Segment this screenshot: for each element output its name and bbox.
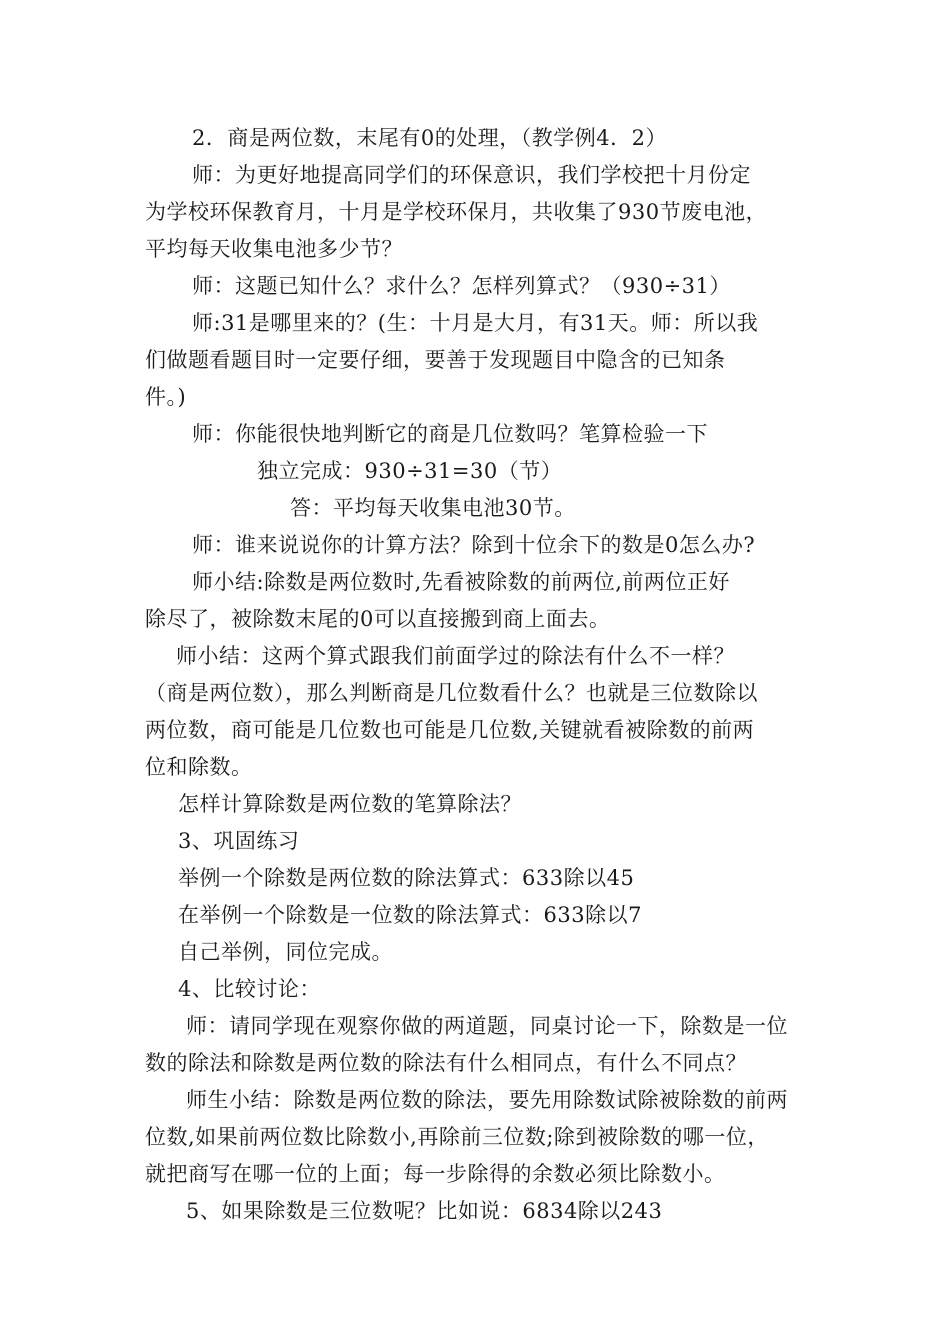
text-line: 两位数，商可能是几位数也可能是几位数,关键就看被除数的前两 xyxy=(145,718,755,742)
text-line: 4、比较讨论： xyxy=(178,977,321,1001)
text-line: 3、巩固练习 xyxy=(178,829,300,853)
text-line: 师小结：这两个算式跟我们前面学过的除法有什么不一样？ xyxy=(176,644,735,668)
text-line: 为学校环保教育月，十月是学校环保月，共收集了930节废电池， xyxy=(145,200,768,224)
text-line: 师：为更好地提高同学们的环保意识，我们学校把十月份定 xyxy=(192,163,751,187)
text-line: 位数,如果前两位数比除数小,再除前三位数;除到被除数的哪一位， xyxy=(145,1125,769,1149)
text-line: （商是两位数），那么判断商是几位数看什么？也就是三位数除以 xyxy=(145,681,758,705)
text-line: 2．商是两位数，末尾有0的处理，（教学例4．2） xyxy=(192,126,667,150)
text-line: 举例一个除数是两位数的除法算式：633除以45 xyxy=(178,866,635,890)
text-line: 独立完成：930÷31=30（节） xyxy=(257,459,563,483)
text-line: 除尽了，被除数末尾的0可以直接搬到商上面去。 xyxy=(145,607,611,631)
text-line: 师生小结：除数是两位数的除法，要先用除数试除被除数的前两 xyxy=(186,1088,788,1112)
text-line: 位和除数。 xyxy=(145,755,253,779)
text-line: 数的除法和除数是两位数的除法有什么相同点，有什么不同点？ xyxy=(145,1051,747,1075)
text-line: 师小结:除数是两位数时,先看被除数的前两位,前两位正好 xyxy=(192,570,730,594)
text-line: 师：谁来说说你的计算方法？除到十位余下的数是0怎么办? xyxy=(192,533,756,557)
text-line: 就把商写在哪一位的上面；每一步除得的余数必须比除数小。 xyxy=(145,1162,726,1186)
text-line: 们做题看题目时一定要仔细，要善于发现题目中隐含的已知条 xyxy=(145,348,726,372)
text-line: 答：平均每天收集电池30节。 xyxy=(290,496,576,520)
text-line: 师：你能很快地判断它的商是几位数吗？笔算检验一下 xyxy=(192,422,708,446)
text-line: 师:31是哪里来的？(生：十月是大月，有31天。师：所以我 xyxy=(192,311,759,335)
text-line: 平均每天收集电池多少节？ xyxy=(145,237,403,261)
text-line: 5、如果除数是三位数呢？比如说：6834除以243 xyxy=(186,1199,663,1223)
text-line: 师：请同学现在观察你做的两道题，同桌讨论一下，除数是一位 xyxy=(186,1014,788,1038)
text-line: 自己举例，同位完成。 xyxy=(178,940,393,964)
text-line: 件。) xyxy=(145,385,187,409)
text-line: 师：这题已知什么？求什么？怎样列算式？（930÷31） xyxy=(192,274,731,298)
text-line: 在举例一个除数是一位数的除法算式：633除以7 xyxy=(178,903,642,927)
text-line: 怎样计算除数是两位数的笔算除法？ xyxy=(178,792,522,816)
